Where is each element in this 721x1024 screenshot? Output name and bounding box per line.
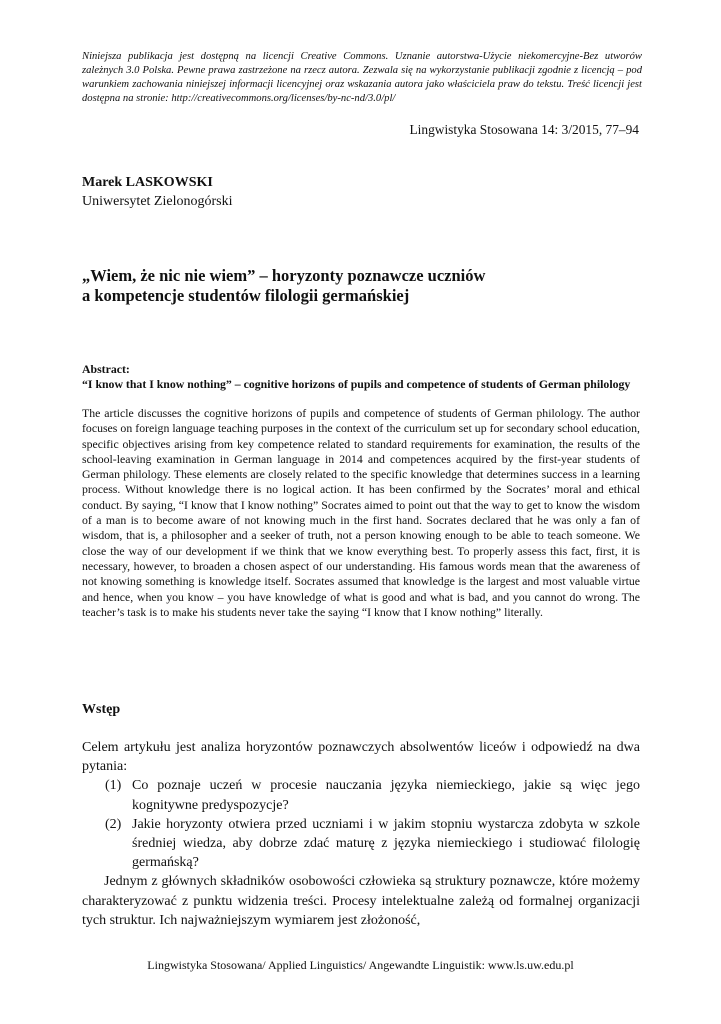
abstract-english-title: “I know that I know nothing” – cognitive horizons of pupils and competence of students of German philology xyxy=(82,377,631,391)
article-title-line-1: „Wiem, że nic nie wiem” – horyzonty poznawcze uczniów xyxy=(82,266,486,285)
article-title xyxy=(82,266,642,306)
author-name: Marek LASKOWSKI xyxy=(82,175,213,190)
list-item-text: Co poznaje uczeń w procesie nauczania języka niemieckiego, jakie są więc jego kognitywne predyspozycje? xyxy=(132,778,640,813)
page-footer: Lingwistyka Stosowana/ Applied Linguistics/ Angewandte Linguistik: www.ls.uw.edu.pl xyxy=(147,958,574,972)
abstract-heading: Abstract: xyxy=(82,362,130,376)
list-item-number: (1) xyxy=(105,778,122,794)
list-item xyxy=(82,776,640,814)
article-title-line-2: a kompetencje studentów filologii germańskiej xyxy=(82,286,410,305)
list-item xyxy=(82,815,640,873)
intro-paragraph: Celem artykułu jest analiza horyzontów poznawczych absolwentów liceów i odpowiedź na dwa pytania: xyxy=(82,740,640,775)
license-notice: Niniejsza publikacja jest dostępną na licencji Creative Commons. Uznanie autorstwa-Użycie niekomercyjne-Bez utworów zależnych 3.0 Polska. Pewne prawa zastrzeżone na rzecz autora. Zezwala się na wykorzystanie publikacji zgodnie z licencją – pod warunkiem zachowania niniejszej informacji licencyjnej oraz wskazania autora jako właściciela praw do tekstu. Treść licencji jest dostępna na stronie: http://creativecommons.org/licenses/by-nc-nd/3.0/pl/ xyxy=(82,51,642,104)
journal-citation: Lingwistyka Stosowana 14: 3/2015, 77–94 xyxy=(409,122,639,137)
author-block xyxy=(82,173,232,211)
question-list xyxy=(82,776,640,872)
body-paragraph: Jednym z głównych składników osobowości człowieka są struktury poznawcze, które możemy charakteryzować z punktu widzenia treści. Procesy intelektualne zależą od formalnej organizacji tych struktur. Ich najważniejszym wymiarem jest złożoność, xyxy=(82,874,640,928)
author-affiliation: Uniwersytet Zielonogórski xyxy=(82,194,233,209)
section-body xyxy=(82,738,640,930)
section-heading: Wstęp xyxy=(82,702,121,717)
list-item-number: (2) xyxy=(105,816,122,832)
abstract-body: The article discusses the cognitive horizons of pupils and competence of students of German philology. The author focuses on foreign language teaching purposes in the context of the curriculum set up for secondary school education, specific objectives arising from key competence related to standard requirements for examination, the results of the school-leaving examination in German language in 2014 and competences acquired by the first-year students of German philology. These elements are closely related to the specific knowledge that determines success in a learning process. Without knowledge there is no logical action. It has been confirmed by the Socrates’ moral and ethical conduct. By saying, “I know that I know nothing” Socrates aimed to point out that the way to get to know the wisdom of a man is to become aware of not knowing much in the first hand. Socrates declared that he was only a fan of wisdom, that is, a philosopher and a seeker of truth, not a person knowing enough to be able to teach someone. We close the way of our development if we think that we know everything best. To properly assess this fact, first, it is necessary, however, to broaden a chosen aspect of our understanding. His famous words mean that the awareness of not knowing something is knowledge itself. Socrates assumed that knowledge is the largest and most valuable virtue and hence, when you know – you have knowledge of what is good and what is bad, and you cannot do wrong. The teacher’s task is to make his students never take the saying “I know that I know nothing” literally. xyxy=(82,406,640,619)
list-item-text: Jakie horyzonty otwiera przed uczniami i w jakim stopniu wystarcza zdobyta w szkole średniej wiedza, aby dobrze zdać maturę z języka niemieckiego i studiować filologię germańską? xyxy=(132,816,640,871)
